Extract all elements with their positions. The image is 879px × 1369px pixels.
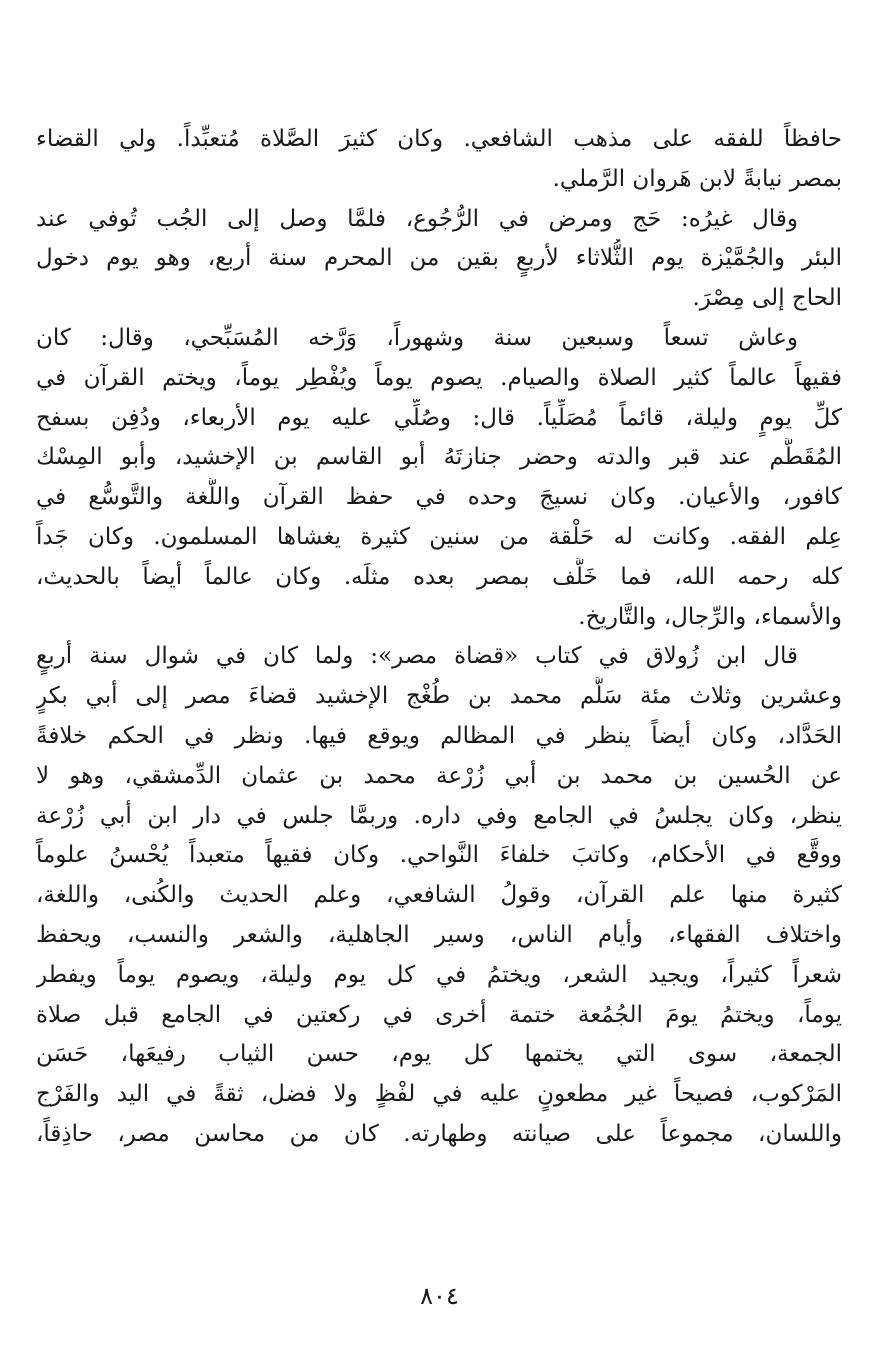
text-line: ينظر، وكان يجلسُ في الجامع وفي داره. وربمَّا جلس في دار ابن أبي زُرْعة bbox=[36, 802, 842, 829]
text-line: قال ابن زُولاق في كتاب «قضاة مصر»: ولما كان في شوال سنة أربعٍ bbox=[36, 643, 798, 670]
text-line: الحَدَّاد، وكان أيضاً ينظر في المظالم ويوقع فيها. ونظر في الحكم خلافةً bbox=[36, 722, 842, 749]
text-line: شعراً كثيراً، ويجيد الشعر، ويختمُ في كل يوم وليلة، ويصوم يوماً ويفطر bbox=[36, 961, 842, 988]
text-line: بمصر نيابةً لابن هَروان الرَّملي. bbox=[552, 165, 842, 192]
text-line: وعاش تسعاً وسبعين سنة وشهوراً، وَرَّخه المُسَبِّحي، وقال: كان bbox=[36, 324, 798, 351]
body-text bbox=[36, 120, 842, 1155]
text-line: يوماً، ويختمُ يومَ الجُمُعة ختمة أخرى في ركعتين في الجامع قبل صلاة bbox=[36, 1001, 842, 1028]
text-line: عِلم الفقه. وكانت له حَلْقة من سنين كثيرة يغشاها المسلمون. وكان جَداً bbox=[36, 523, 842, 550]
text-line: المَرْكوب، فصيحاً غير مطعونٍ عليه في لفْظٍ ولا فضل، ثقةً في اليد والفَرْج bbox=[36, 1081, 842, 1108]
page-number: ٨٠٤ bbox=[420, 1282, 459, 1310]
text-line: ووقَّع في الأحكام، وكاتبَ خلفاءَ النَّواحي. وكان فقيهاً متعبداً يُحْسنُ علوماً bbox=[36, 842, 842, 869]
text-line: الجمعة، سوى التي يختمها كل يوم، حسن الثياب رفيعَها، حَسَن bbox=[36, 1041, 842, 1068]
text-line: عن الحُسين بن محمد بن أبي زُرْعة محمد بن عثمان الدِّمشقي، وهو لا bbox=[36, 762, 842, 789]
text-line: حافظاً للفقه على مذهب الشافعي. وكان كثيرَ الصَّلاة مُتعبِّداً. ولي القضاء bbox=[36, 126, 842, 152]
text-line: فقيهاً عالماً كثير الصلاة والصيام. يصوم يوماً ويُفْطِر يوماً، ويختم القرآن في bbox=[36, 364, 842, 391]
text-line: وقال غيرُه: حَج ومرض في الرُّجُوع، فلمَّا وصل إلى الجُب تُوفي عند bbox=[36, 205, 798, 232]
text-line: واختلاف الفقهاء، وأيام الناس، وسير الجاهلية، والشعر والنسب، ويحفظ bbox=[36, 921, 842, 948]
text-line: كلِّ يومٍ وليلة، قائماً مُصَلِّياً. قال: وصُلِّي عليه يوم الأربعاء، ودُفِن بسفح bbox=[36, 404, 842, 431]
text-line: وعشرين وثلاث مئة سَلَّم محمد بن طُغْج الإخشيد قضاءَ مصر إلى أبي بكرٍ bbox=[36, 683, 842, 710]
text-line: المُقَطَّم عند قبر والدته وحضر جنازتَهُ أبو القاسم بن الإخشيد، وأبو المِسْك bbox=[36, 444, 842, 471]
text-line: كله رحمه الله، فما خَلَّف بمصر بعده مثلَه. وكان عالماً أيضاً بالحديث، bbox=[36, 563, 842, 590]
text-line: كثيرة منها علم القرآن، وقولُ الشافعي، وعلم الحديث والكُنى، واللغة، bbox=[36, 882, 842, 909]
text-line: والأسماء، والرِّجال، والتَّاريخ. bbox=[578, 603, 842, 630]
text-line: كافور، والأعيان. وكان نسيجَ وحده في حفظ القرآن واللُّغة والتَّوسُّع في bbox=[36, 484, 842, 511]
text-line: واللسان، مجموعاً على صيانته وطهارته. كان من محاسن مصر، حاذِقاً، bbox=[36, 1120, 842, 1147]
text-line: البئر والجُمَّيْزة يوم الثُّلاثاء لأربعٍ بقين من المحرم سنة أربع، وهو يوم دخول bbox=[36, 245, 842, 272]
text-line: الحاج إلى مِصْرَ. bbox=[692, 285, 842, 312]
